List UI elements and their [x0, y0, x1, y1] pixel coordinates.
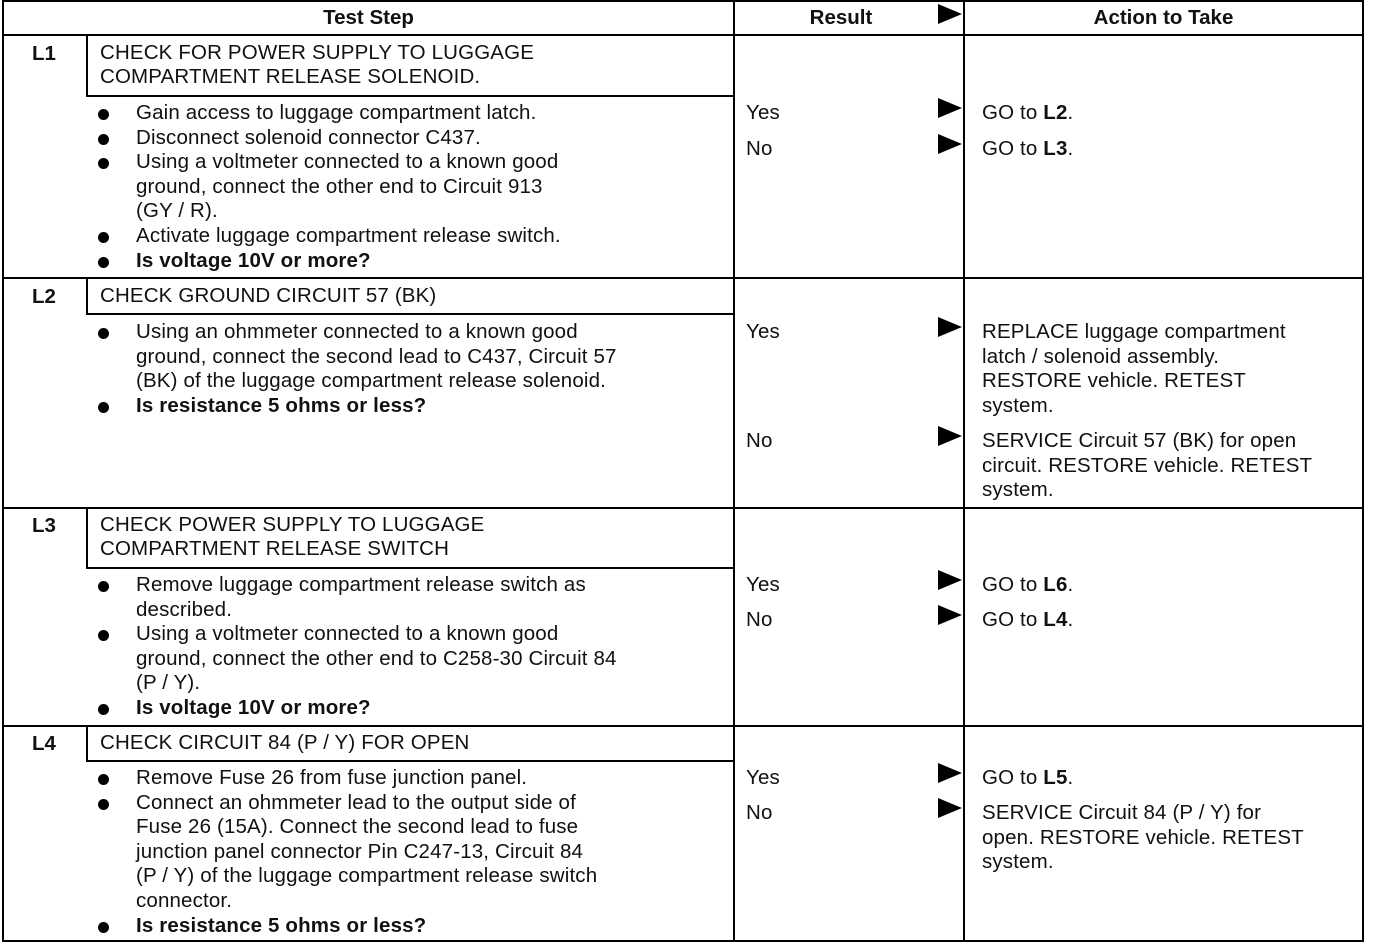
- bullet-icon: [98, 774, 109, 785]
- result-l2-no: No: [746, 429, 773, 452]
- action-l3-no: GO to L4.: [982, 608, 1074, 631]
- bullet-list-l2: [98, 320, 617, 418]
- table-bottom-border: [2, 940, 1364, 942]
- bullet-icon: [98, 257, 109, 268]
- table-left-border: [2, 0, 4, 942]
- title-underline-l2: [86, 313, 734, 315]
- result-arrow-icon: [938, 134, 962, 154]
- result-arrow-icon: [938, 426, 962, 446]
- bullet-icon: [98, 134, 109, 145]
- title-underline-l1: [86, 95, 734, 97]
- row-divider-l2-l3: [2, 507, 1364, 509]
- column-divider-step-result: [733, 0, 735, 942]
- header-test-step: Test Step: [323, 6, 414, 29]
- row-divider-l1-l2: [2, 277, 1364, 279]
- bullet-list-l1: [98, 101, 561, 273]
- list-item: Is resistance 5 ohms or less?: [98, 914, 597, 939]
- list-item: Connect an ohmmeter lead to the output side of Fuse 26 (15A). Connect the second lead to fuse junction panel connector Pin C247-13, Circuit 84 (P / Y) of the luggage compartment release switch connector.: [98, 791, 597, 914]
- list-item: Using an ohmmeter connected to a known good ground, connect the second lead to C437, Circuit 57 (BK) of the luggage compartment release solenoid.: [98, 320, 617, 394]
- list-item: Remove Fuse 26 from fuse junction panel.: [98, 766, 597, 791]
- bullet-list-l3: [98, 573, 617, 721]
- bullet-icon: [98, 799, 109, 810]
- header-result: Result: [809, 6, 873, 29]
- result-l4-no: No: [746, 801, 773, 824]
- step-title-l1-line1: CHECK FOR POWER SUPPLY TO LUGGAGE: [100, 41, 535, 64]
- result-arrow-icon: [938, 317, 962, 337]
- bullet-icon: [98, 704, 109, 715]
- action-l1-yes: GO to L2.: [982, 101, 1074, 124]
- step-id-l1: L1: [32, 42, 56, 65]
- step-title-l1-line2: COMPARTMENT RELEASE SOLENOID.: [100, 65, 481, 88]
- action-l3-yes: GO to L6.: [982, 573, 1074, 596]
- list-item: Activate luggage compartment release switch.: [98, 224, 561, 249]
- list-item: Is voltage 10V or more?: [98, 696, 617, 721]
- bullet-icon: [98, 328, 109, 339]
- action-l4-no: SERVICE Circuit 84 (P / Y) for open. RESTORE vehicle. RETEST system.: [982, 801, 1304, 874]
- list-item: Disconnect solenoid connector C437.: [98, 126, 561, 151]
- list-item: Using a voltmeter connected to a known good ground, connect the other end to C258-30 Circuit 84 (P / Y).: [98, 622, 617, 696]
- result-l3-no: No: [746, 608, 773, 631]
- result-arrow-icon: [938, 570, 962, 590]
- bullet-list-l4: [98, 766, 597, 938]
- header-bottom-border: [2, 34, 1364, 36]
- bullet-icon: [98, 158, 109, 169]
- list-item: Remove luggage compartment release switch as described.: [98, 573, 617, 622]
- header-action: Action to Take: [1093, 6, 1234, 29]
- action-l2-no: SERVICE Circuit 57 (BK) for open circuit. RESTORE vehicle. RETEST system.: [982, 429, 1313, 502]
- id-divider-l4: [86, 725, 88, 762]
- result-arrow-icon: [938, 605, 962, 625]
- result-l2-yes: Yes: [746, 320, 780, 343]
- bullet-icon: [98, 232, 109, 243]
- list-item: Using a voltmeter connected to a known good ground, connect the other end to Circuit 913 (GY / R).: [98, 150, 561, 224]
- result-arrow-icon: [938, 763, 962, 783]
- step-title-l3-line2: COMPARTMENT RELEASE SWITCH: [100, 537, 450, 560]
- result-l4-yes: Yes: [746, 766, 780, 789]
- title-underline-l3: [86, 567, 734, 569]
- step-title-l2-line1: CHECK GROUND CIRCUIT 57 (BK): [100, 284, 437, 307]
- id-divider-l3: [86, 507, 88, 569]
- id-divider-l2: [86, 277, 88, 315]
- bullet-icon: [98, 630, 109, 641]
- step-id-l2: L2: [32, 285, 56, 308]
- row-divider-l3-l4: [2, 725, 1364, 727]
- step-id-l3: L3: [32, 514, 56, 537]
- table-right-border: [1362, 0, 1364, 942]
- step-id-l4: L4: [32, 732, 56, 755]
- column-divider-result-action: [963, 0, 965, 942]
- bullet-icon: [98, 109, 109, 120]
- list-item: Is voltage 10V or more?: [98, 249, 561, 274]
- result-l1-yes: Yes: [746, 101, 780, 124]
- list-item: Gain access to luggage compartment latch.: [98, 101, 561, 126]
- action-l4-yes: GO to L5.: [982, 766, 1074, 789]
- step-title-l4-line1: CHECK CIRCUIT 84 (P / Y) FOR OPEN: [100, 731, 470, 754]
- result-arrow-icon: [938, 98, 962, 118]
- step-title-l3-line1: CHECK POWER SUPPLY TO LUGGAGE: [100, 513, 485, 536]
- result-l3-yes: Yes: [746, 573, 780, 596]
- action-l1-no: GO to L3.: [982, 137, 1074, 160]
- bullet-icon: [98, 581, 109, 592]
- result-arrow-icon: [938, 798, 962, 818]
- id-divider-l1: [86, 34, 88, 97]
- result-l1-no: No: [746, 137, 773, 160]
- title-underline-l4: [86, 760, 734, 762]
- list-item: Is resistance 5 ohms or less?: [98, 394, 617, 419]
- bullet-icon: [98, 402, 109, 413]
- bullet-icon: [98, 922, 109, 933]
- action-l2-yes: REPLACE luggage compartment latch / solenoid assembly. RESTORE vehicle. RETEST system.: [982, 320, 1286, 417]
- header-arrow-icon: [938, 4, 962, 24]
